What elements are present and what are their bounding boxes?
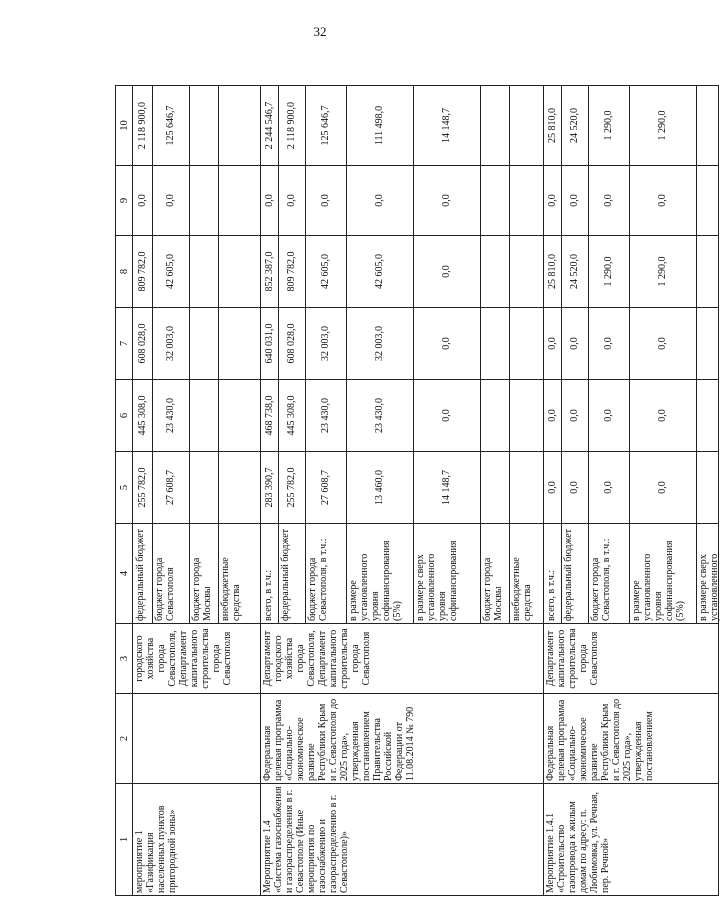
amount-value: 27 608,7 (306, 452, 347, 523)
amount-value (697, 166, 717, 235)
amount-value: 23 430,0 (306, 380, 347, 451)
col-header-4: 4 (116, 524, 133, 624)
amount-value: 0,0 (306, 166, 347, 235)
amount-value (219, 86, 259, 165)
measure-name-cell: Мероприятие 1.4 «Система газоснабжения и газораспределения в г. Севастополе (Иные мероприятия по газоснабжению и газораспределению в г. Севастополе)» (261, 784, 544, 896)
amount-value (481, 308, 510, 379)
amount-col-9-cell (544, 166, 719, 236)
amount-value (481, 236, 510, 307)
amount-value (190, 380, 219, 451)
table-row (544, 86, 719, 896)
amount-value: 2 244 546,7 (262, 86, 279, 165)
amount-col-9-cell (261, 166, 544, 236)
amount-value: 445 308,0 (279, 380, 306, 451)
amount-value: 42 605,0 (306, 236, 347, 307)
col-header-3: 3 (116, 624, 133, 694)
funding-source: в размере сверх установленного (698, 553, 720, 621)
funding-source: бюджет города Севастополя, в т.ч.: (589, 524, 630, 623)
amount-value: 852 387,0 (262, 236, 279, 307)
funding-source: внебюджетные средства (220, 557, 242, 621)
amount-value (481, 380, 510, 451)
executor-cell: Департамент капитального строительства города Севастополя (544, 624, 719, 694)
amount-value: 14 148,7 (414, 86, 481, 165)
amount-value: 608 028,0 (134, 308, 153, 379)
col-header-10: 10 (116, 86, 133, 166)
amount-value: 809 782,0 (279, 236, 306, 307)
col-header-1: 1 (116, 784, 133, 896)
amount-value: 13 460,0 (347, 452, 414, 523)
amount-col-8-cell (544, 236, 719, 308)
amount-value: 23 430,0 (153, 380, 190, 451)
amount-value: 0,0 (630, 452, 697, 523)
measure-name-cell: Мероприятие 1.4.1 «Строительство газопровода к жилым домам по адресу: п. Любимовка, ул. Речная, пер. Речной» (544, 784, 719, 896)
col-header-9: 9 (116, 166, 133, 236)
amount-col-5-cell (261, 452, 544, 524)
amount-value (481, 166, 510, 235)
amount-col-5-cell (544, 452, 719, 524)
funding-source: в размере установленного уровня софинансирования (5%) (347, 524, 414, 623)
budget-table (115, 85, 719, 896)
amount-value: 125 646,7 (306, 86, 347, 165)
amount-value (219, 380, 259, 451)
amount-value: 0,0 (545, 452, 562, 523)
funding-source: всего, в т.ч.: (262, 524, 279, 623)
amount-value: 24 520,0 (562, 236, 589, 307)
amount-value: 0,0 (630, 166, 697, 235)
amount-value: 25 810,0 (545, 86, 562, 165)
program-cell: Федеральная целевая программа «Социально-экономическое развитие Республики Крым и г. Севастополя до 2025 года», утвержденная постановлением Правительства Российской Федерации от 11.08.2014 № 790 (261, 694, 544, 784)
amount-value (510, 166, 542, 235)
amount-value: 1 290,0 (630, 86, 697, 165)
amount-value: 468 738,0 (262, 380, 279, 451)
amount-value (481, 452, 510, 523)
amount-value: 0,0 (414, 380, 481, 451)
amount-value (190, 86, 219, 165)
amount-value: 0,0 (589, 452, 630, 523)
amount-col-6-cell (133, 380, 261, 452)
amount-value: 27 608,7 (153, 452, 190, 523)
amount-value: 0,0 (414, 166, 481, 235)
amount-value (510, 452, 542, 523)
amount-value: 0,0 (562, 308, 589, 379)
amount-col-5-cell (133, 452, 261, 524)
amount-value: 0,0 (414, 236, 481, 307)
amount-value: 0,0 (562, 166, 589, 235)
funding-source: бюджет города Севастополя, в т.ч.: (306, 524, 347, 623)
amount-value (481, 86, 510, 165)
amount-value (697, 236, 717, 307)
amount-value: 0,0 (153, 166, 190, 235)
amount-value: 640 031,0 (262, 308, 279, 379)
amount-value (219, 452, 259, 523)
table-row (133, 86, 261, 896)
amount-col-6-cell (261, 380, 544, 452)
amount-value: 111 498,0 (347, 86, 414, 165)
amount-value: 32 003,0 (153, 308, 190, 379)
amount-col-6-cell (544, 380, 719, 452)
amount-value (190, 452, 219, 523)
amount-value: 0,0 (545, 308, 562, 379)
col-header-6: 6 (116, 380, 133, 452)
amount-value (190, 166, 219, 235)
amount-value (510, 236, 542, 307)
amount-value: 24 520,0 (562, 86, 589, 165)
amount-value (219, 308, 259, 379)
funding-source: федеральный бюджет (279, 524, 306, 623)
amount-col-8-cell (261, 236, 544, 308)
amount-value: 2 118 900,0 (134, 86, 153, 165)
amount-col-7-cell (261, 308, 544, 380)
amount-value: 0,0 (589, 308, 630, 379)
amount-value (510, 308, 542, 379)
amount-value: 125 646,7 (153, 86, 190, 165)
program-cell: Федеральная целевая программа «Социально-экономическое развитие Республики Крым и г. Севастополя до 2025 года», утвержденная постановлением (544, 694, 719, 784)
funding-source: федеральный бюджет (134, 524, 153, 623)
amount-value (697, 308, 717, 379)
col-header-2: 2 (116, 694, 133, 784)
measure-name-cell: мероприятие 1 «Газификация населенных пунктов пригородной зоны» (133, 784, 261, 896)
amount-value (510, 380, 542, 451)
amount-value: 255 782,0 (279, 452, 306, 523)
amount-value: 0,0 (589, 166, 630, 235)
funding-source: всего, в т.ч.: (545, 524, 562, 623)
executor-cell: городского хозяйства города Севастополя, Департамент капитального строительства города Севастополя (133, 624, 261, 694)
funding-source: бюджет города Москвы (481, 524, 510, 623)
amount-value: 0,0 (562, 380, 589, 451)
funding-source: федеральный бюджет (562, 524, 589, 623)
amount-value: 0,0 (347, 166, 414, 235)
amount-value: 2 118 900,0 (279, 86, 306, 165)
amount-value: 809 782,0 (134, 236, 153, 307)
amount-value: 42 605,0 (347, 236, 414, 307)
table-body (116, 86, 719, 896)
amount-value: 1 290,0 (589, 236, 630, 307)
amount-value: 42 605,0 (153, 236, 190, 307)
amount-value (697, 86, 717, 165)
funding-source-cell (261, 524, 544, 624)
amount-col-7-cell (133, 308, 261, 380)
program-cell (133, 694, 261, 784)
funding-source: в размере сверх установленного уровня софинансирования (414, 524, 481, 623)
funding-source: бюджет города Москвы (190, 524, 219, 623)
amount-value: 32 003,0 (347, 308, 414, 379)
page-number: 32 (313, 24, 327, 39)
amount-col-8-cell (133, 236, 261, 308)
amount-value: 23 430,0 (347, 380, 414, 451)
amount-value (219, 166, 259, 235)
amount-value: 0,0 (134, 166, 153, 235)
amount-value: 25 810,0 (545, 236, 562, 307)
funding-source: внебюджетные средства (511, 557, 533, 621)
amount-value: 0,0 (279, 166, 306, 235)
amount-value: 32 003,0 (306, 308, 347, 379)
funding-source-cell (133, 524, 261, 624)
amount-value: 0,0 (545, 166, 562, 235)
amount-col-10-cell (261, 86, 544, 166)
rotated-table-wrapper (115, 86, 720, 896)
amount-value (697, 452, 717, 523)
amount-value: 1 290,0 (589, 86, 630, 165)
amount-value (697, 380, 717, 451)
col-header-5: 5 (116, 452, 133, 524)
header-row (116, 86, 133, 896)
amount-value: 14 148,7 (414, 452, 481, 523)
funding-source: в размере установленного уровня софинансирования (5%) (630, 524, 697, 623)
amount-value: 1 290,0 (630, 236, 697, 307)
amount-value: 0,0 (589, 380, 630, 451)
amount-value: 445 308,0 (134, 380, 153, 451)
amount-value: 608 028,0 (279, 308, 306, 379)
amount-value: 0,0 (630, 380, 697, 451)
amount-value (190, 236, 219, 307)
amount-col-7-cell (544, 308, 719, 380)
amount-value: 255 782,0 (134, 452, 153, 523)
amount-value: 0,0 (262, 166, 279, 235)
table-row (261, 86, 544, 896)
amount-value: 0,0 (562, 452, 589, 523)
amount-value (190, 308, 219, 379)
amount-col-10-cell (544, 86, 719, 166)
amount-col-9-cell (133, 166, 261, 236)
amount-value: 0,0 (414, 308, 481, 379)
funding-source: бюджет города Севастополя (153, 524, 190, 623)
executor-cell: Департамент городского хозяйства города Севастополя, Департамент капитального строительства города Севастополя (261, 624, 544, 694)
amount-value (219, 236, 259, 307)
funding-source-cell (544, 524, 719, 624)
amount-value: 0,0 (545, 380, 562, 451)
amount-value (510, 86, 542, 165)
col-header-7: 7 (116, 308, 133, 380)
col-header-8: 8 (116, 236, 133, 308)
amount-value: 283 390,7 (262, 452, 279, 523)
amount-value: 0,0 (630, 308, 697, 379)
amount-col-10-cell (133, 86, 261, 166)
